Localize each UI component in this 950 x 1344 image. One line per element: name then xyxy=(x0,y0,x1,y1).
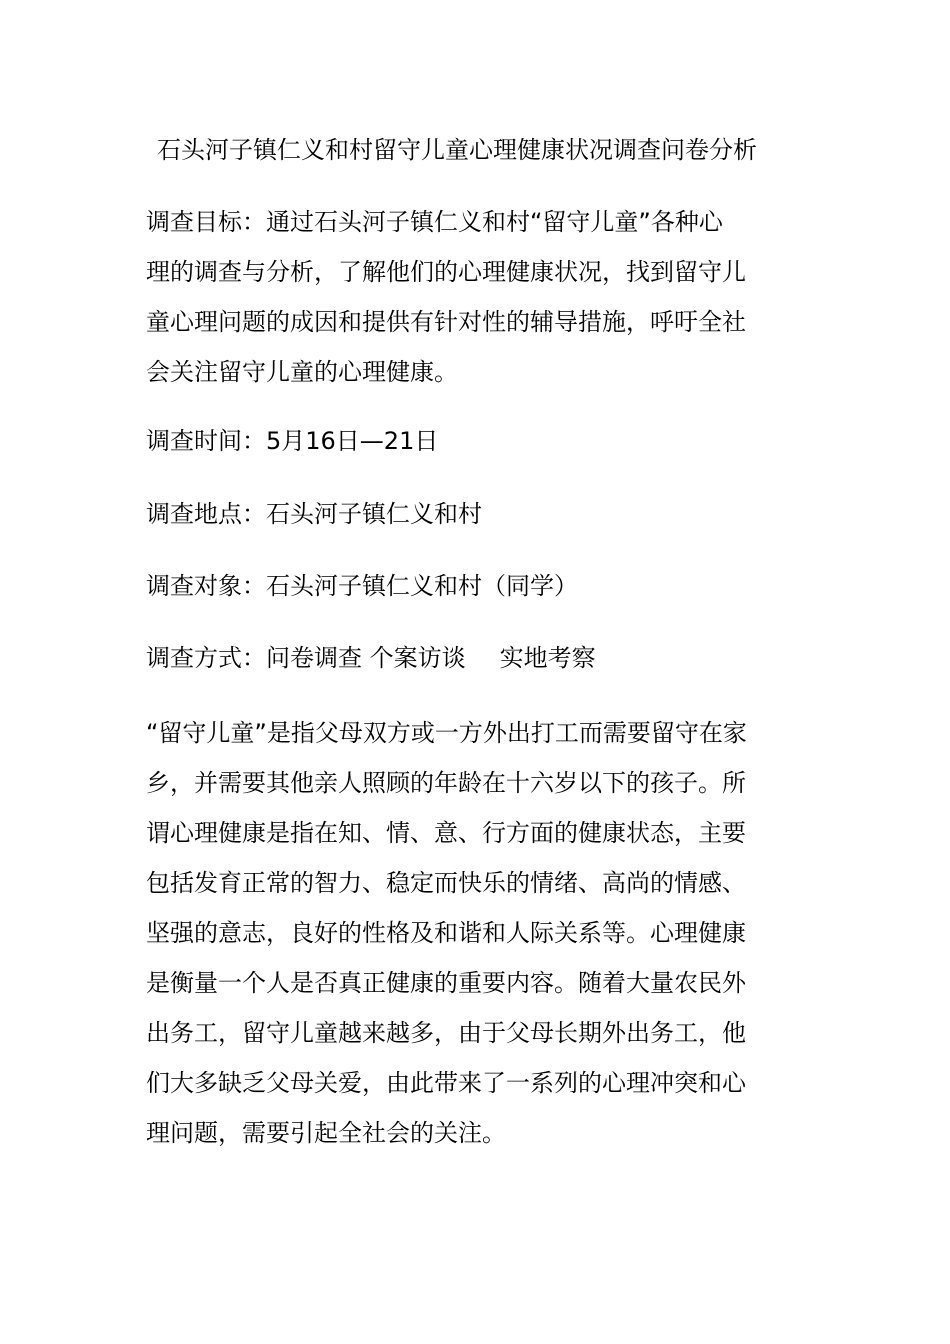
objective-line: 童心理问题的成因和提供有针对性的辅导措施，呼吁全社 xyxy=(146,308,746,336)
definition-line: 乡，并需要其他亲人照顾的年龄在十六岁以下的孩子。所 xyxy=(146,769,746,797)
definition-line: 是衡量一个人是否真正健康的重要内容。随着大量农民外 xyxy=(146,969,746,997)
objective-line: 理的调查与分析，了解他们的心理健康状况，找到留守儿 xyxy=(146,258,746,286)
survey-subject: 调查对象：石头河子镇仁义和村（同学） xyxy=(146,572,578,600)
survey-method-extra: 实地考察 xyxy=(499,644,596,672)
survey-time: 调查时间：5月16日—21日 xyxy=(146,427,439,455)
definition-line: 理问题，需要引起全社会的关注。 xyxy=(146,1119,506,1147)
definition-line: 谓心理健康是指在知、情、意、行方面的健康状态，主要 xyxy=(146,819,746,847)
definition-line: “留守儿童”是指父母双方或一方外出打工而需要留守在家 xyxy=(146,719,747,747)
document-title: 石头河子镇仁义和村留守儿童心理健康状况调查问卷分析 xyxy=(157,136,757,164)
objective-line: 调查目标：通过石头河子镇仁义和村“留守儿童”各种心 xyxy=(146,208,723,236)
survey-method-label: 调查方式：问卷调查 个案访谈 xyxy=(146,644,466,672)
objective-paragraph xyxy=(146,197,806,397)
survey-method xyxy=(146,638,806,678)
definition-paragraph xyxy=(146,708,806,1158)
definition-line: 坚强的意志，良好的性格及和谐和人际关系等。心理健康 xyxy=(146,919,746,947)
objective-line: 会关注留守儿童的心理健康。 xyxy=(146,358,458,386)
survey-place: 调查地点：石头河子镇仁义和村 xyxy=(146,500,482,528)
definition-line: 包括发育正常的智力、稳定而快乐的情绪、高尚的情感、 xyxy=(146,869,746,897)
definition-line: 出务工，留守儿童越来越多，由于父母长期外出务工，他 xyxy=(146,1019,746,1047)
definition-line: 们大多缺乏父母关爱，由此带来了一系列的心理冲突和心 xyxy=(146,1069,746,1097)
